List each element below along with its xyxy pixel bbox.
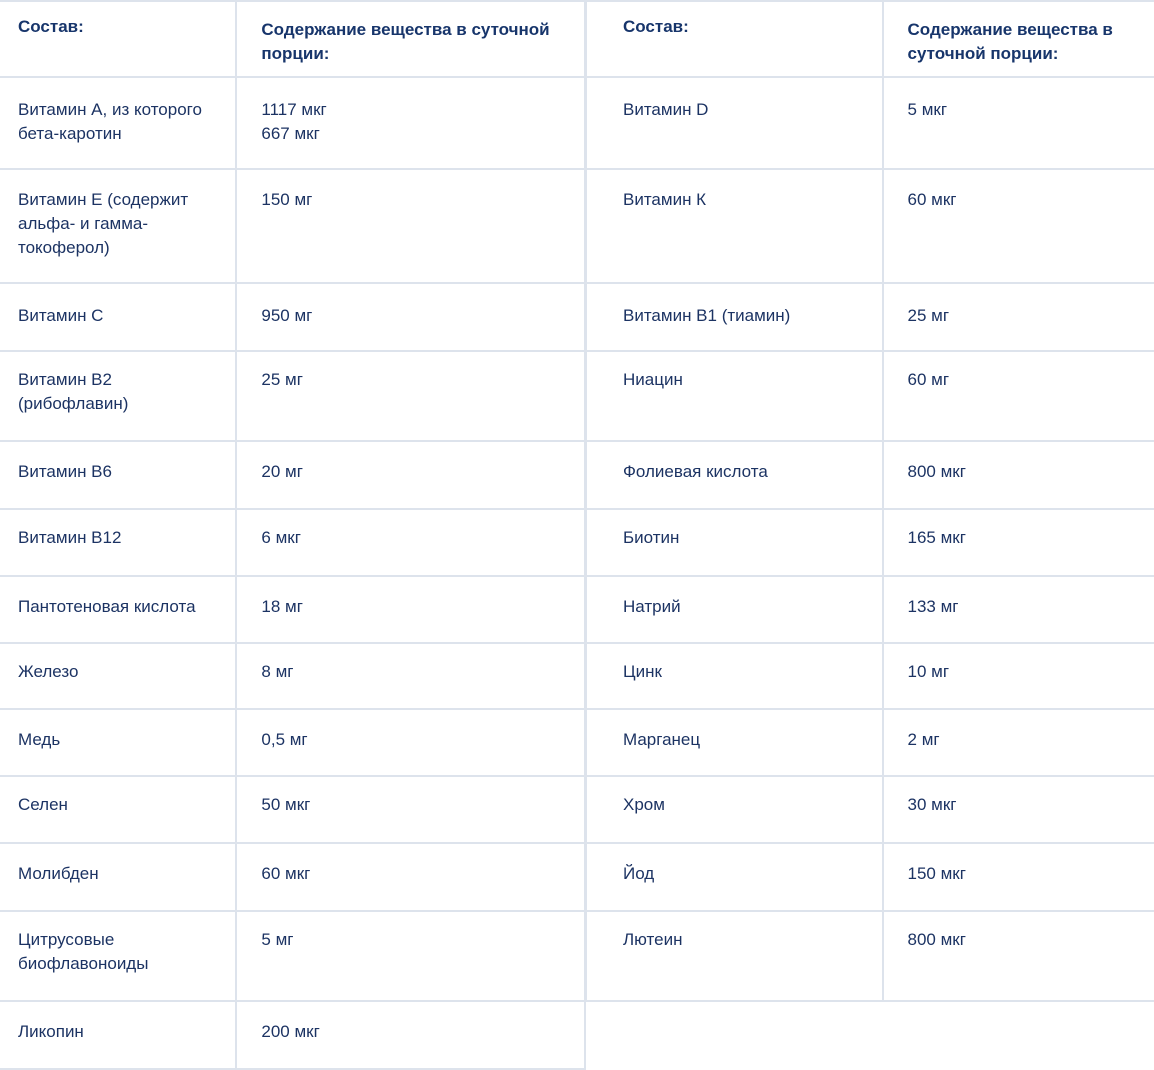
ingredient-amount: 18 мг (236, 576, 585, 643)
ingredient-name: Витамин К (586, 169, 883, 283)
table-row (0, 77, 585, 169)
table-row (0, 911, 585, 1001)
ingredient-amount: 5 мг (236, 911, 585, 1001)
ingredient-amount: 60 мг (883, 351, 1154, 441)
ingredient-name: Пантотеновая кислота (0, 576, 236, 643)
ingredient-amount: 150 мг (236, 169, 585, 283)
ingredient-amount: 800 мкг (883, 441, 1154, 509)
table-row (0, 776, 585, 843)
ingredient-name: Медь (0, 709, 236, 776)
table-row (0, 643, 585, 709)
header-composition: Состав: (0, 1, 236, 77)
ingredient-amount: 200 мкг (236, 1001, 585, 1069)
table-row (0, 351, 585, 441)
header-daily-content: Содержание вещества в суточной порции: (883, 1, 1154, 77)
ingredient-name: Марганец (586, 709, 883, 776)
table-row (586, 509, 1154, 576)
ingredient-name: Хром (586, 776, 883, 843)
table-row (0, 709, 585, 776)
ingredient-amount (236, 77, 585, 169)
ingredient-name: Цинк (586, 643, 883, 709)
table-row (0, 576, 585, 643)
composition-table-right (585, 0, 1154, 1002)
ingredient-name: Селен (0, 776, 236, 843)
table-row (0, 441, 585, 509)
ingredient-amount: 150 мкг (883, 843, 1154, 911)
ingredient-name: Ниацин (586, 351, 883, 441)
ingredient-name: Витамин А, из которого бета-каротин (0, 77, 236, 169)
ingredient-amount: 60 мкг (236, 843, 585, 911)
ingredient-name: Витамин С (0, 283, 236, 351)
table-row (586, 709, 1154, 776)
ingredient-amount: 165 мкг (883, 509, 1154, 576)
ingredient-amount: 950 мг (236, 283, 585, 351)
amount-line: 667 мкг (261, 124, 320, 143)
table-header-row (586, 1, 1154, 77)
amount-line: 1117 мкг (261, 100, 327, 119)
table-row (586, 643, 1154, 709)
ingredient-name: Витамин В2 (рибофлавин) (0, 351, 236, 441)
table-header-row (0, 1, 585, 77)
ingredient-amount: 20 мг (236, 441, 585, 509)
table-row (586, 77, 1154, 169)
ingredient-amount: 8 мг (236, 643, 585, 709)
ingredient-name: Натрий (586, 576, 883, 643)
table-row (586, 283, 1154, 351)
table-row (0, 283, 585, 351)
ingredient-name: Биотин (586, 509, 883, 576)
ingredient-amount: 60 мкг (883, 169, 1154, 283)
ingredient-amount: 5 мкг (883, 77, 1154, 169)
table-row (586, 351, 1154, 441)
ingredient-amount: 800 мкг (883, 911, 1154, 1001)
ingredient-name: Молибден (0, 843, 236, 911)
ingredient-name: Витамин В1 (тиамин) (586, 283, 883, 351)
ingredient-name: Витамин В12 (0, 509, 236, 576)
ingredient-name: Лютеин (586, 911, 883, 1001)
ingredient-name: Фолиевая кислота (586, 441, 883, 509)
ingredient-amount: 30 мкг (883, 776, 1154, 843)
ingredient-amount: 25 мг (883, 283, 1154, 351)
ingredient-amount: 10 мг (883, 643, 1154, 709)
table-row (586, 169, 1154, 283)
table-row (586, 576, 1154, 643)
table-row (0, 843, 585, 911)
header-composition: Состав: (586, 1, 883, 77)
ingredient-amount: 25 мг (236, 351, 585, 441)
ingredient-name: Витамин Е (содержит альфа- и гамма-токоферол) (0, 169, 236, 283)
header-daily-content: Содержание вещества в суточной порции: (236, 1, 585, 77)
ingredient-name: Ликопин (0, 1001, 236, 1069)
ingredient-amount: 133 мг (883, 576, 1154, 643)
ingredient-name: Цитрусовые биофлавоноиды (0, 911, 236, 1001)
table-row (586, 843, 1154, 911)
ingredient-name: Витамин D (586, 77, 883, 169)
table-row (586, 441, 1154, 509)
table-row (586, 911, 1154, 1001)
ingredient-amount: 6 мкг (236, 509, 585, 576)
table-row (0, 169, 585, 283)
table-row (0, 509, 585, 576)
ingredient-name: Йод (586, 843, 883, 911)
ingredient-amount: 0,5 мг (236, 709, 585, 776)
ingredient-name: Витамин В6 (0, 441, 236, 509)
table-row (0, 1001, 585, 1069)
ingredient-name: Железо (0, 643, 236, 709)
table-row (586, 776, 1154, 843)
ingredient-amount: 50 мкг (236, 776, 585, 843)
ingredient-amount: 2 мг (883, 709, 1154, 776)
